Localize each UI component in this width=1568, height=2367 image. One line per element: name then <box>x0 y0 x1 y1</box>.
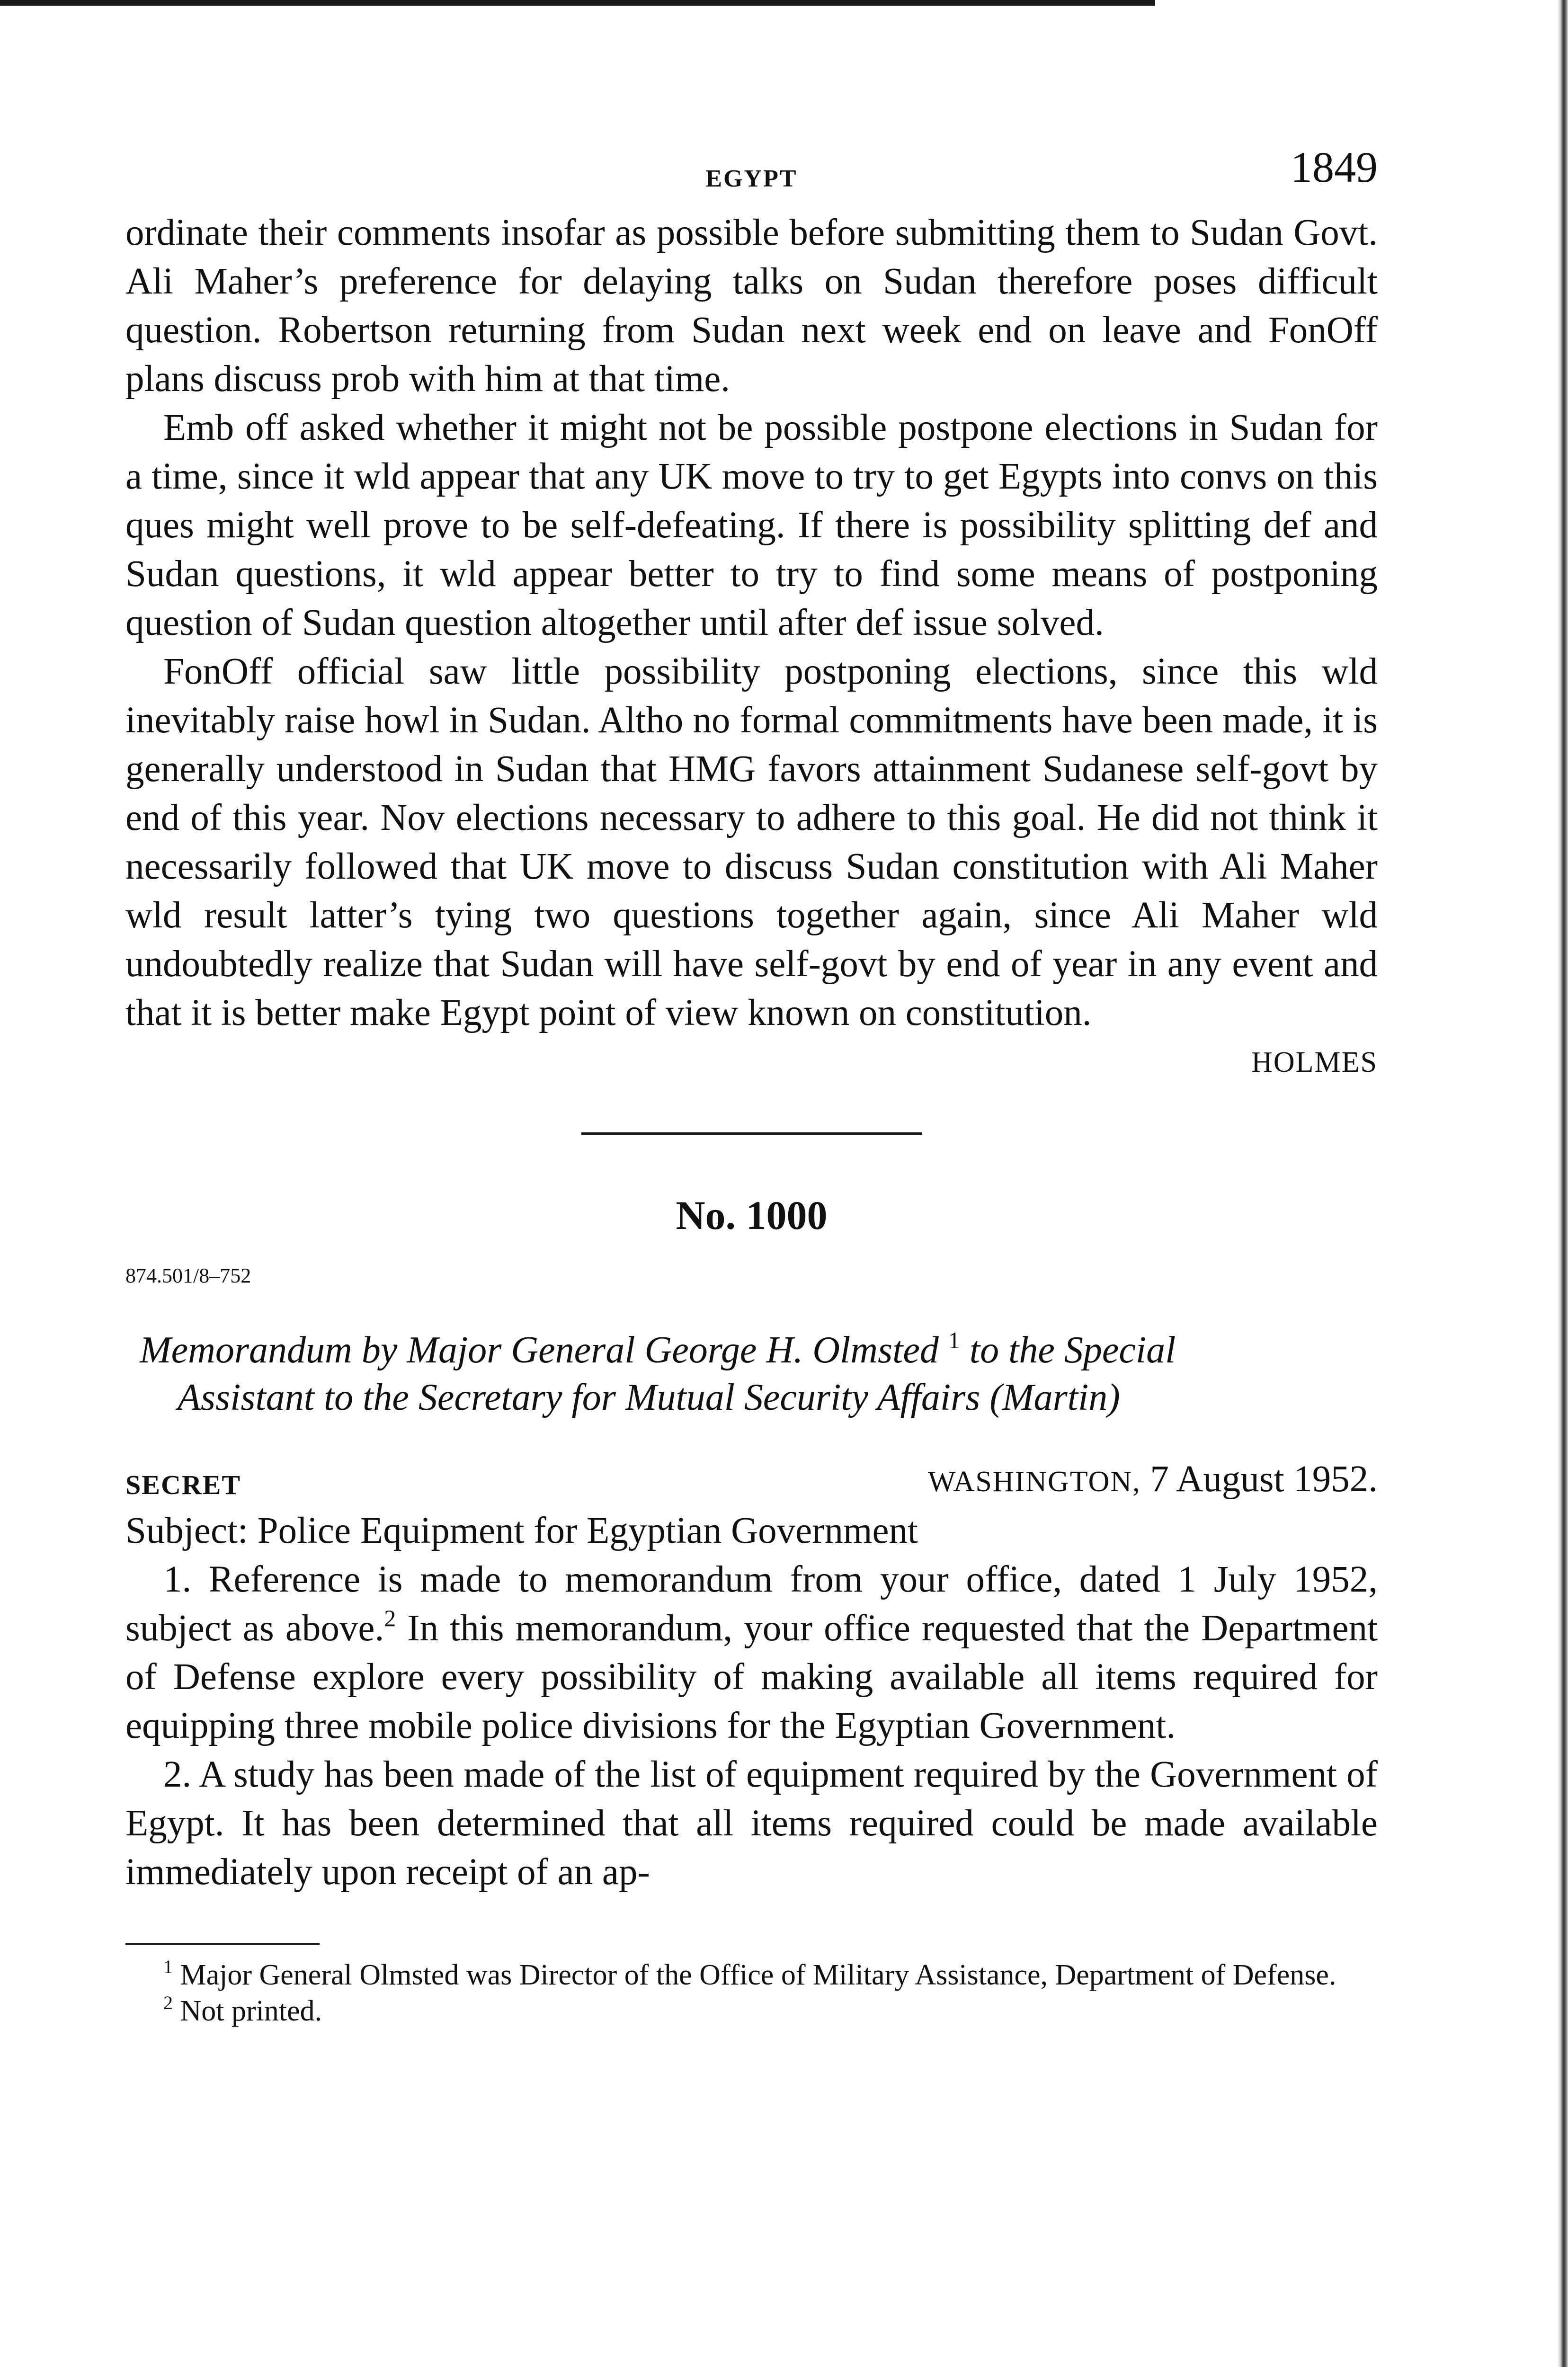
document-title-line1: Memorandum by Major General George H. Olmsted <box>140 1329 939 1371</box>
footnote-ref-2[interactable]: 2 <box>384 1605 396 1631</box>
place-date <box>928 1458 1378 1501</box>
section-divider <box>581 1132 922 1135</box>
document-page <box>125 142 1378 2029</box>
running-title: EGYPT <box>705 165 798 192</box>
body-paragraph-2: Emb off asked whether it might not be possible postpone elections in Sudan for a time, since it wld appear that any UK move to try to get Egypts into convs on this ques might well prove to be self-defeating. If there is possibility splitting def and Sudan questions, it wld appear better to try to find some means of postponing question of Sudan question altogether until after def issue solved. <box>125 407 1378 643</box>
body-paragraph-1: ordinate their comments insofar as possible before submitting them to Sudan Govt. Ali Maher’s preference for delaying talks on Sudan therefore poses difficult question. Robertson returning from Sudan next week end on leave and FonOff plans discuss prob with him at that time. <box>125 212 1378 400</box>
top-border-rule <box>0 0 1155 6</box>
memo-paragraph-2: 2. A study has been made of the list of equipment required by the Government of Egypt. It has been determined that all items required could be made available immediately upon receipt of an ap- <box>125 1754 1378 1893</box>
document-title-line1-end: to the Special <box>969 1329 1176 1371</box>
date: 7 August 1952. <box>1150 1459 1378 1500</box>
document-title <box>125 1326 1378 1421</box>
footnote-marker-2: 2 <box>163 1992 173 2013</box>
subject-line: Subject: Police Equipment for Egyptian Government <box>125 1510 918 1551</box>
dateline <box>125 1454 1378 1506</box>
signature: HOLMES <box>1251 1046 1378 1078</box>
footnote-rule <box>125 1943 320 1945</box>
scan-right-edge <box>1558 0 1568 2367</box>
document-title-line2: Assistant to the Secretary for Mutual Security Affairs (Martin) <box>178 1377 1120 1418</box>
document-number: No. 1000 <box>676 1192 828 1238</box>
classification: SECRET <box>125 1469 241 1500</box>
footnote-ref-1[interactable]: 1 <box>948 1327 960 1353</box>
footnote-1-text: Major General Olmsted was Director of the Office of Military Assistance, Department of Defense. <box>180 1959 1336 1991</box>
place: WASHINGTON, <box>927 1466 1141 1498</box>
running-head <box>125 142 1378 208</box>
footnote-marker-1: 1 <box>163 1956 173 1977</box>
footnote-2 <box>125 1993 1378 2029</box>
body-paragraph-3: FonOff official saw little possibility postponing elections, since this wld inevitably raise howl in Sudan. Altho no formal commitments have been made, it is generally understood in Sudan that HMG favors attainment Sudanese self-govt by end of this year. Nov elections necessary to adhere to this goal. He did not think it necessarily followed that UK move to discuss Sudan constitution with Ali Maher wld result latter’s tying two questions together again, since Ali Maher wld undoubtedly realize that Sudan will have self-govt by end of year in any event and that it is better make Egypt point of view known on constitution. <box>125 651 1378 1033</box>
file-number: 874.501/8–752 <box>125 1264 251 1287</box>
memo-paragraph-1 <box>125 1555 1378 1750</box>
footnote-2-text: Not printed. <box>180 1995 322 2027</box>
footnote-1 <box>125 1957 1378 1993</box>
page-number: 1849 <box>1291 143 1378 191</box>
footnotes <box>125 1957 1378 2029</box>
memo-paragraph-1-continued: In this memorandum, your office requested that the Department of Defense explore every possibility of making available all items required for equipping three mobile police divisions for the Egyptian Government. <box>125 1608 1378 1746</box>
memo-paragraph-1-text: 1. Reference is made to memorandum from your office, dated 1 July 1952, subject as above. <box>125 1559 1378 1649</box>
